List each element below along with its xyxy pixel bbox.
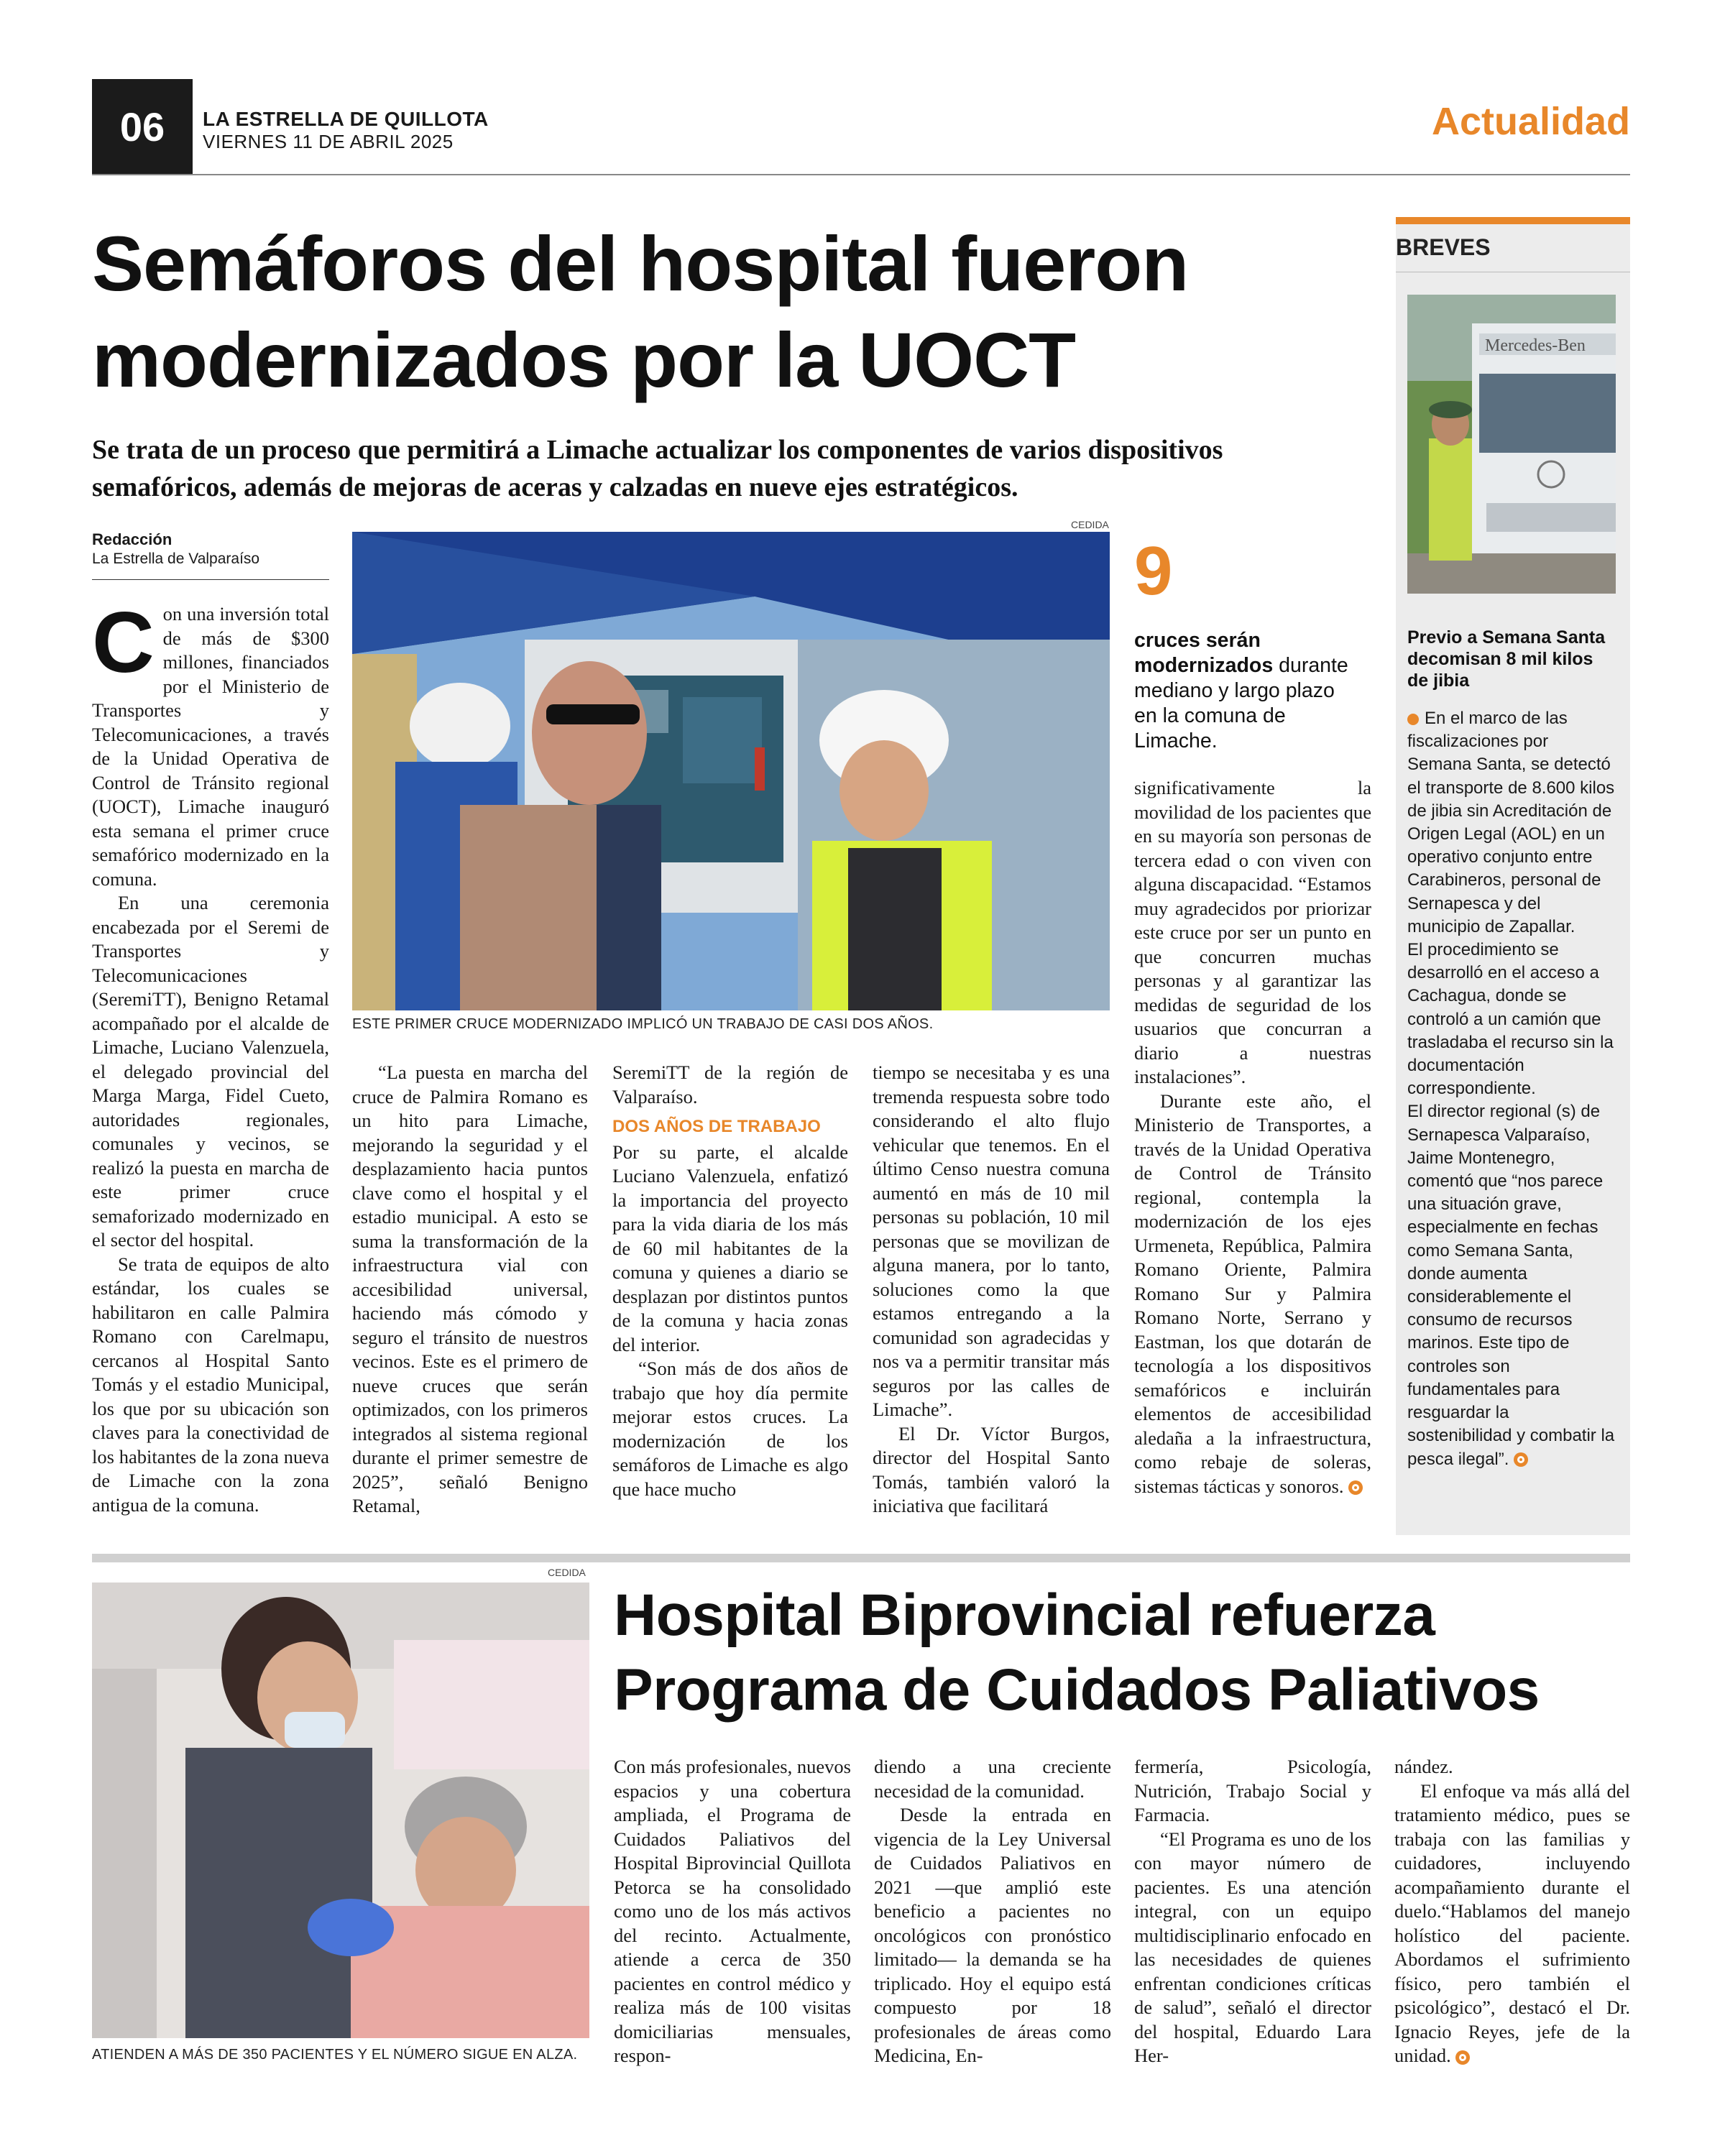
byline-source: La Estrella de Valparaíso bbox=[92, 550, 260, 567]
article-paragraph: Por su parte, el alcalde Luciano Valenzuela, enfatizó la importancia del proyecto para la vida diaria de los más de 60 mil habitantes de la comuna y quienes a diario se desplazan por distintos puntos de la comuna y hacia zonas del interior. bbox=[612, 1141, 848, 1355]
article-column-4 bbox=[873, 1061, 1110, 1544]
end-mark-icon bbox=[1348, 1480, 1363, 1495]
article-paragraph: Con más profesionales, nuevos espacios y una cobertura ampliada, el Programa de Cuidados Paliativos del Hospital Biprovincial Quillota Petorca se ha consolidado como uno de los más activos del recinto. Actualmente, atiende a cerca de 350 pacientes en control médico y realiza más de 100 visitas domiciliarias mensuales, respon- bbox=[614, 1756, 851, 2066]
end-mark-icon bbox=[1514, 1452, 1528, 1467]
photo-illustration bbox=[1407, 295, 1616, 594]
article-paragraph: En una ceremonia encabezada por el Seremi de Transportes y Telecomunicaciones (SeremiTT), Benigno Retamal acompañado por el alcalde de Limache, Luciano Valenzuela, el delegado provincial del Marga Marga, Fidel Cueto, autoridades regionales, comunales y vecinos, se realizó la puesta en marcha de este primer cruce semaforizado modernizado en el sector del hospital. bbox=[92, 892, 329, 1250]
end-mark-icon bbox=[1455, 2050, 1470, 2065]
main-subhead: Se trata de un proceso que permitirá a Limache actualizar los componentes de varios dispositivos semafóricos, además de mejoras de aceras y calzadas en nueve ejes estratégicos. bbox=[92, 435, 1223, 502]
breve-headline: Previo a Semana Santa decomisan 8 mil kilos de jibia bbox=[1407, 627, 1606, 691]
article-paragraph: diendo a una creciente necesidad de la comunidad. bbox=[874, 1756, 1111, 1802]
breves-photo-truck bbox=[1407, 295, 1616, 594]
article-paragraph: Con una inversión total de más de $300 millones, financiados por el Ministerio de Transportes y Telecomunicaciones, a través de la Unidad Operativa de Control de Tránsito regional (UOCT), Limache inauguró esta semana el primer cruce semafórico modernizado en la comuna. bbox=[92, 602, 329, 890]
breve-paragraph: El procedimiento se desarrolló en el acceso a Cachagua, donde se controló a un camión que trasladaba el recurso sin la documentación correspondiente. bbox=[1407, 940, 1614, 1099]
second-article-column-1 bbox=[614, 1755, 851, 2093]
article-paragraph: “La puesta en marcha del cruce de Palmira Romano es un hito para Limache, mejorando la seguridad y el desplazamiento hacia puntos clave como el hospital y el estadio municipal. A esto se suma la transformación de la infraestructura vial con accesibilidad universal, haciendo más cómodo y seguro el tránsito de nuestros vecinos. Este es el primero de nueve cruces que serán optimizados, con los primeros integrados al sistema regional durante el primer semestre de 2025”, señaló Benigno Retamal, bbox=[352, 1061, 588, 1516]
bullet-dot-icon bbox=[1407, 714, 1419, 725]
photo-caption: ESTE PRIMER CRUCE MODERNIZADO IMPLICÓ UN TRABAJO DE CASI DOS AÑOS. bbox=[352, 1016, 934, 1032]
page-number: 06 bbox=[92, 79, 193, 174]
article-column-5 bbox=[1134, 776, 1371, 1544]
header-rule bbox=[92, 174, 1630, 175]
article-paragraph: El Dr. Víctor Burgos, director del Hospital Santo Tomás, también valoró la iniciativa que facilitará bbox=[873, 1422, 1110, 1516]
byline-rule bbox=[92, 579, 329, 580]
section-label: Actualidad bbox=[1431, 100, 1630, 143]
second-article-column-4 bbox=[1394, 1755, 1630, 2093]
article-photo-palliative-care bbox=[92, 1583, 589, 2038]
photo-credit: CEDIDA bbox=[1071, 519, 1109, 530]
section-subtitle: DOS AÑOS DE TRABAJO bbox=[612, 1117, 821, 1136]
article-column-2 bbox=[352, 1061, 588, 1544]
article-paragraph: tiempo se necesitaba y es una tremenda respuesta sobre todo considerando el alto flujo vehicular que tenemos. En el último Censo nuestra comuna aumentó en más de 10 mil personas su población, 10 mil personas que se movilizan de alguna manera, por lo tanto, soluciones como la que estamos entregando a la comunidad son agradecidas y nos va a permitir transitar más seguros por las calles de Limache”. bbox=[873, 1061, 1110, 1420]
article-paragraph: Desde la entrada en vigencia de la Ley Universal de Cuidados Paliativos en 2021 —que amplió este beneficio a pacientes no oncológicos con pronóstico limitado— la demanda se ha triplicado. Hoy el equipo está compuesto por 18 profesionales de áreas como Medicina, En- bbox=[874, 1804, 1111, 2066]
article-paragraph: SeremiTT de la región de Valparaíso. bbox=[612, 1061, 848, 1107]
breve-paragraph: En el marco de las fiscalizaciones por Semana Santa, se detectó el transporte de 8.600 kilos de jibia sin Acreditación de Origen Legal (AOL) en un operativo conjunto entre Carabineros, personal de Sernapesca y del municipio de Zapallar. bbox=[1407, 709, 1615, 936]
publication-date: VIERNES 11 DE ABRIL 2025 bbox=[203, 131, 454, 152]
stat-number: 9 bbox=[1134, 533, 1173, 609]
article-paragraph: Durante este año, el Ministerio de Transportes, a través de la Unidad Operativa de Control de Tránsito regional, contempla la modernización de los ejes Urmeneta, República, Palmira Romano Oriente, Palmira Romano Sur y Palmira Romano Norte, Serrano y Eastman, los que dotarán de tecnología a los dispositivos semafóricos e incluirán elementos de accesibilidad aledaña a la infraestructura, como rebaje de soleras, sistemas tácticas y sonoros. bbox=[1134, 1089, 1371, 1497]
photo-illustration bbox=[352, 532, 1110, 1010]
second-headline: Hospital Biprovincial refuerza Programa de Cuidados Paliativos bbox=[614, 1583, 1540, 1723]
article-photo-traffic-cabinet bbox=[352, 532, 1110, 1010]
article-divider bbox=[92, 1554, 1630, 1562]
article-paragraph: El enfoque va más allá del tratamiento médico, pues se trabaja con las familias y cuidadores, incluyendo acompañamiento durante el duelo.“Hablamos del manejo holístico del paciente. Abordamos el sufrimiento físico, pero también el psicológico”, destacó el Dr. Ignacio Reyes, jefe de la unidad. bbox=[1394, 1779, 1630, 2066]
photo-illustration bbox=[92, 1583, 589, 2038]
article-paragraph: fermería, Psicología, Nutrición, Trabajo Social y Farmacia. bbox=[1134, 1756, 1371, 1825]
second-article-column-3 bbox=[1134, 1755, 1371, 2093]
article-column-1 bbox=[92, 602, 329, 1544]
main-headline: Semáforos del hospital fueron modernizados por la UOCT bbox=[92, 220, 1189, 403]
article-paragraph: “Son más de dos años de trabajo que hoy día permite mejorar estos cruces. La modernización de los semáforos de Limache es algo que hace mucho bbox=[612, 1358, 848, 1500]
second-article-column-2 bbox=[874, 1755, 1111, 2093]
article-paragraph: significativamente la movilidad de los pacientes que en su mayoría son personas de tercera edad o con viven con alguna discapacidad. “Estamos muy agradecidos por priorizar este cruce por ser un punto en que concurren muchas personas y al garantizar las medidas de seguridad de los usuarios que concurran a diario a nuestras instalaciones”. bbox=[1134, 777, 1371, 1087]
breves-title: BREVES bbox=[1396, 234, 1491, 260]
article-column-3 bbox=[612, 1061, 848, 1544]
photo-caption: ATIENDEN A MÁS DE 350 PACIENTES Y EL NÚMERO SIGUE EN ALZA. bbox=[92, 2047, 578, 2063]
article-paragraph: Se trata de equipos de alto estándar, los cuales se habilitaron en calle Palmira Romano con Carelmapu, cercanos al Hospital Santo Tomás y el estadio Municipal, los que por su ubicación son claves para la conectividad de los habitantes de la zona nueva de Limache con la zona antigua de la comuna. bbox=[92, 1253, 329, 1516]
byline-name: Redacción bbox=[92, 530, 172, 548]
truck-brand-label: Mercedes-Ben bbox=[1485, 336, 1586, 355]
breve-body bbox=[1407, 707, 1616, 1524]
stat-text: cruces serán modernizados durante mediano y largo plazo en la comuna de Limache. bbox=[1134, 629, 1348, 752]
breve-paragraph: El director regional (s) de Sernapesca Valparaíso, Jaime Montenegro, comentó que “nos parece una situación grave, especialmente en fechas como Semana Santa, donde aumenta considerablemente el consumo de recursos marinos. Este tipo de controles son fundamentales para resguardar la sostenibilidad y combatir la pesca ilegal”. bbox=[1407, 1102, 1615, 1469]
article-paragraph: “El Programa es uno de los con mayor número de pacientes. Es una atención integral, con un equipo multidisciplinario enfocado en las necesidades de quienes enfrentan condiciones críticas de salud”, señaló el director del hospital, Eduardo Lara Her- bbox=[1134, 1828, 1371, 2066]
article-paragraph: nández. bbox=[1394, 1756, 1453, 1777]
photo-credit: CEDIDA bbox=[548, 1567, 586, 1578]
drop-cap: C bbox=[92, 602, 155, 691]
breves-accent-bar bbox=[1396, 217, 1630, 224]
newspaper-name: LA ESTRELLA DE QUILLOTA bbox=[203, 108, 489, 130]
